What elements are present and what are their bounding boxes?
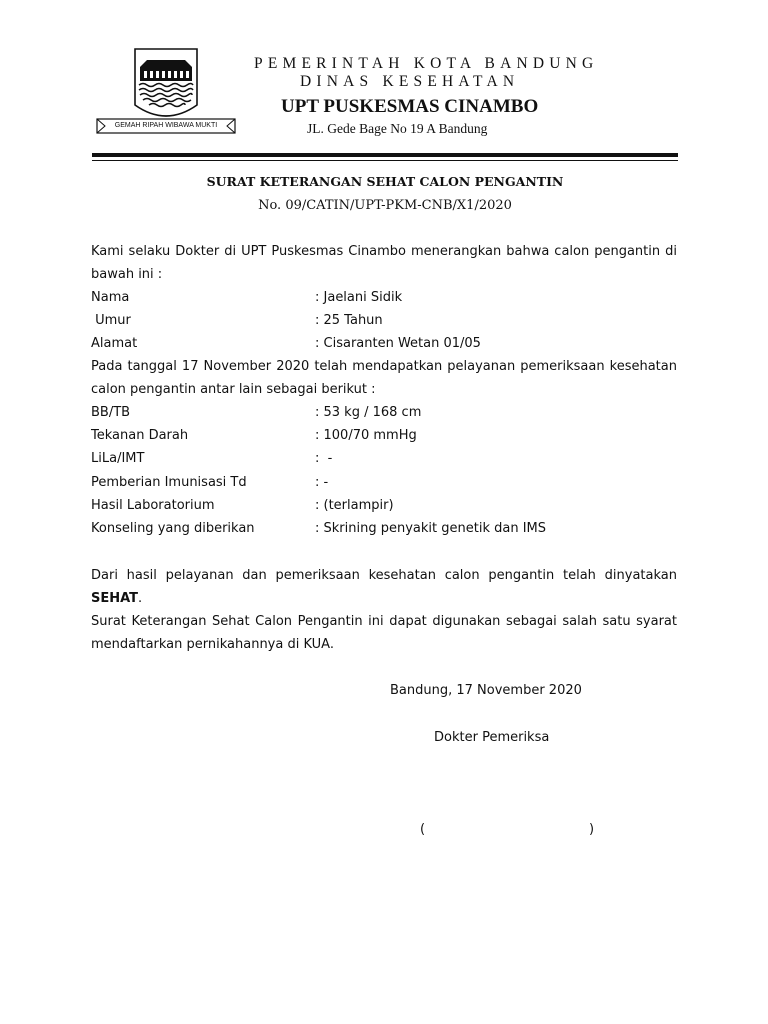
- field-label: Pemberian Imunisasi Td: [91, 475, 247, 490]
- conclusion-end: .: [138, 591, 143, 606]
- logo-motto: GEMAH RIPAH WIBAWA MUKTI: [114, 122, 218, 129]
- field-value: : Skrining penyakit genetik dan IMS: [315, 521, 546, 536]
- signature-place-date: Bandung, 17 November 2020: [390, 683, 582, 698]
- header-government: PEMERINTAH KOTA BANDUNG: [254, 55, 599, 72]
- usage-paragraph: Surat Keterangan Sehat Calon Pengantin ini dapat digunakan sebagai salah satu syarat mendaftarkan pernikahannya di KUA.: [91, 614, 677, 652]
- field-value: : 100/70 mmHg: [315, 428, 417, 443]
- field-value: : Jaelani Sidik: [315, 290, 403, 305]
- field-value: : 53 kg / 168 cm: [315, 405, 422, 420]
- field-label: LiLa/IMT: [91, 451, 145, 466]
- field-label: Nama: [91, 290, 130, 305]
- field-label: Umur: [91, 313, 131, 328]
- header-address: JL. Gede Bage No 19 A Bandung: [307, 121, 488, 136]
- exam-intro-paragraph: Pada tanggal 17 November 2020 telah mendapatkan pelayanan pemeriksaan kesehatan calon pengantin antar lain sebagai berikut :: [91, 359, 677, 397]
- signature-role: Dokter Pemeriksa: [434, 730, 550, 745]
- field-label: BB/TB: [91, 405, 131, 420]
- header-department: DINAS KESEHATAN: [300, 73, 520, 90]
- header-divider-thick: [92, 153, 678, 157]
- city-emblem-logo: [95, 47, 237, 139]
- conclusion-paragraph: [91, 564, 677, 610]
- field-label: Konseling yang diberikan: [91, 521, 255, 536]
- field-value: : 25 Tahun: [315, 313, 383, 328]
- field-value: : Cisaranten Wetan 01/05: [315, 336, 481, 351]
- field-label: Hasil Laboratorium: [91, 498, 215, 513]
- signature-close-paren: ): [589, 822, 595, 837]
- conclusion-status: SEHAT: [91, 591, 139, 606]
- letter-title: SURAT KETERANGAN SEHAT CALON PENGANTIN: [206, 174, 564, 189]
- field-value: : -: [315, 475, 329, 490]
- signature-open-paren: (: [420, 822, 426, 837]
- header-institution: UPT PUSKESMAS CINAMBO: [281, 96, 539, 117]
- field-label: Tekanan Darah: [91, 428, 189, 443]
- header-divider-thin: [92, 160, 678, 161]
- intro-paragraph: Kami selaku Dokter di UPT Puskesmas Cinambo menerangkan bahwa calon pengantin di bawah ini :: [91, 244, 677, 282]
- letter-number: No. 09/CATIN/UPT-PKM-CNB/X1/2020: [258, 198, 512, 213]
- conclusion-text: Dari hasil pelayanan dan pemeriksaan kesehatan calon pengantin telah dinyatakan: [91, 568, 677, 583]
- field-value: : (terlampir): [315, 498, 394, 513]
- field-label: Alamat: [91, 336, 138, 351]
- field-value: : -: [315, 451, 333, 466]
